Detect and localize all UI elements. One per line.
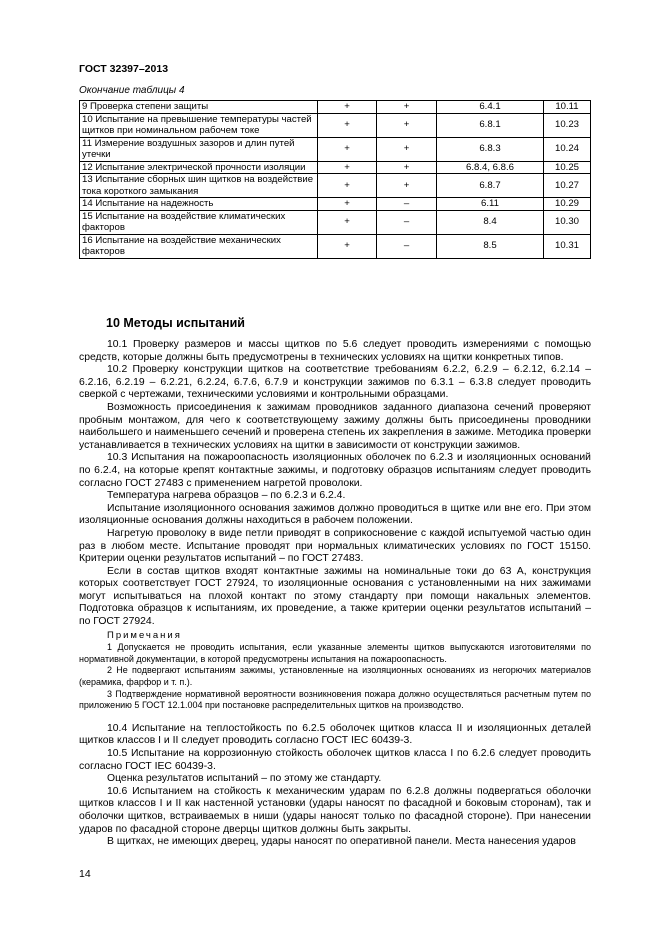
paragraph: Оценка результатов испытаний – по этому же стандарту. xyxy=(107,773,382,785)
table-row xyxy=(80,198,591,211)
check-type-b-cell: – xyxy=(377,234,437,258)
requirement-clause-cell: 6.4.1 xyxy=(437,101,544,114)
paragraph: 10.3 Испытания на пожароопасность изоляционных оболочек по 6.2.3 и изоляционных оснований по 6.2.4, на которые крепят контактные зажимы, и подготовку образцов испытаниям следует проводить согласно ГОСТ 27483 с применением нагретой проволоки. xyxy=(79,452,591,489)
test-name-cell: 14 Испытание на надежность xyxy=(80,198,318,211)
paragraph: Возможность присоединения к зажимам проводников заданного диапазона сечений проверяют пробным монтажом, для чего к соответствующему зажиму должны быть присоединены проводники наибольшего и наименьшего сечений и проверена степень их закрепления в зажиме. Методика проверки устанавливается в технических условиях на щитки в зависимости от конструкции зажимов. xyxy=(79,401,591,451)
check-type-b-cell: + xyxy=(377,113,437,137)
paragraph: Температура нагрева образцов – по 6.2.3 и 6.2.4. xyxy=(107,490,346,502)
method-clause-cell: 10.25 xyxy=(544,161,591,174)
requirement-clause-cell: 6.8.3 xyxy=(437,137,544,161)
paragraph: 10.4 Испытание на теплостойкость по 6.2.5 оболочек щитков класса II и изоляционных деталей щитков классов I и II следует проводить согласно ГОСТ IEC 60439-3. xyxy=(79,722,591,747)
method-clause-cell: 10.23 xyxy=(544,113,591,137)
paragraph: Нагретую проволоку в виде петли приводят в соприкосновение с каждой испытуемой частью один раз в любом месте. Испытание проводят при нормальных климатических условиях по ГОСТ 15150. Критерии оценки результатов испытаний – по ГОСТ 27483. xyxy=(79,527,591,565)
check-type-b-cell: + xyxy=(377,174,437,198)
note: 1 Допускается не проводить испытания, если указанные элементы щитков выпускаются изготовителями по нормативной документации, в которой предусмотрены испытания на пожароопасность. xyxy=(79,642,591,664)
check-type-a-cell: + xyxy=(318,174,377,198)
check-type-b-cell: + xyxy=(377,101,437,114)
note: 3 Подтверждение нормативной вероятности возникновения пожара должно осуществляться расчетным путем по приложению 5 ГОСТ 12.1.004 при постановке распределительных щитков на производство. xyxy=(79,688,591,711)
method-clause-cell: 10.31 xyxy=(544,234,591,258)
check-type-a-cell: + xyxy=(318,210,377,234)
test-name-cell: 15 Испытание на воздействие климатических факторов xyxy=(80,210,318,234)
paragraph: 10.5 Испытание на коррозионную стойкость оболочек щитков класса I по 6.2.6 следует проводить согласно ГОСТ IEC 60439-3. xyxy=(79,748,591,772)
check-type-a-cell: + xyxy=(318,113,377,137)
check-type-a-cell: + xyxy=(318,137,377,161)
table-row xyxy=(80,174,591,198)
test-name-cell: 9 Проверка степени защиты xyxy=(80,101,318,114)
test-name-cell: 16 Испытание на воздействие механических факторов xyxy=(80,234,318,258)
requirement-clause-cell: 6.8.1 xyxy=(437,113,544,137)
paragraph: 10.2 Проверку конструкции щитков на соответствие требованиям 6.2.2, 6.2.9 – 6.2.12, 6.2.14 – 6.2.16, 6.2.19 – 6.2.21, 6.2.24, 6.7.6, 6.7.9 и конструкции зажимов по 6.3.1 – 6.3.8 следует проводить сверкой с чертежами, техническими условиями и контрольными образцами. xyxy=(79,364,591,401)
table-row xyxy=(80,137,591,161)
method-clause-cell: 10.27 xyxy=(544,174,591,198)
table-row xyxy=(80,101,591,114)
method-clause-cell: 10.11 xyxy=(544,101,591,114)
test-name-cell: 10 Испытание на превышение температуры частей щитков при номинальном рабочем токе xyxy=(80,113,318,137)
requirement-clause-cell: 6.8.7 xyxy=(437,174,544,198)
page-number: 14 xyxy=(79,868,91,880)
notes-title: Примечания xyxy=(107,629,182,641)
requirement-clause-cell: 6.8.4, 6.8.6 xyxy=(437,161,544,174)
paragraph: В щитках, не имеющих дверец, удары наносят по оперативной панели. Места нанесения ударов xyxy=(107,836,576,848)
test-name-cell: 13 Испытание сборных шин щитков на воздействие тока короткого замыкания xyxy=(80,174,318,198)
check-type-a-cell: + xyxy=(318,234,377,258)
check-type-b-cell: + xyxy=(377,161,437,174)
table-row xyxy=(80,113,591,137)
check-type-a-cell: + xyxy=(318,198,377,211)
check-type-b-cell: + xyxy=(377,137,437,161)
method-clause-cell: 10.24 xyxy=(544,137,591,161)
method-clause-cell: 10.29 xyxy=(544,198,591,211)
table-row xyxy=(80,210,591,234)
note: 2 Не подвергают испытаниям зажимы, установленные на изоляционных основаниях из негорючих материалов (керамика, фарфор и т. п.). xyxy=(79,665,591,688)
paragraph: Испытание изоляционного основания зажимов должно проводиться в щитке или вне его. При этом изоляционные основания должны находиться в рабочем положении. xyxy=(79,502,591,527)
paragraph: 10.6 Испытанием на стойкость к механическим ударам по 6.2.8 должны подвергаться оболочки щитков классов I и II как настенной установки (удары наносят по фасадной и боковым сторонам), так и оболочки щитков, встраиваемых в ниши (удары наносят только по фасадной стороне). При нанесении ударов по фасадной стороне дверцы щитков должны быть закрыты. xyxy=(79,785,591,835)
check-type-a-cell: + xyxy=(318,161,377,174)
table-row xyxy=(80,234,591,258)
table-row xyxy=(80,161,591,174)
requirement-clause-cell: 8.4 xyxy=(437,210,544,234)
method-clause-cell: 10.30 xyxy=(544,210,591,234)
requirement-clause-cell: 8.5 xyxy=(437,234,544,258)
test-name-cell: 11 Измерение воздушных зазоров и длин путей утечки xyxy=(80,137,318,161)
paragraph: Если в состав щитков входят контактные зажимы на номинальные токи до 63 А, конструкция которых соответствует ГОСТ 27924, то изоляционные основания с установленными на них зажимами могут испытываться на плохой контакт по этому стандарту при помощи накальных элементов. Подготовка образцов к испытаниям, их проведение, а также критерии оценки результатов испытаний – по ГОСТ 27924. xyxy=(79,565,591,628)
check-type-a-cell: + xyxy=(318,101,377,114)
requirement-clause-cell: 6.11 xyxy=(437,198,544,211)
table-4 xyxy=(79,100,591,259)
check-type-b-cell: – xyxy=(377,210,437,234)
paragraph: 10.1 Проверку размеров и массы щитков по 5.6 следует проводить измерениями с помощью средств, которые должны быть предусмотрены в технических условиях на щитки конкретных типов. xyxy=(79,339,591,363)
test-name-cell: 12 Испытание электрической прочности изоляции xyxy=(80,161,318,174)
section-body xyxy=(79,339,591,849)
check-type-b-cell: – xyxy=(377,198,437,211)
section-title: 10 Методы испытаний xyxy=(106,316,245,330)
table-caption: Окончание таблицы 4 xyxy=(79,85,185,96)
document-header: ГОСТ 32397–2013 xyxy=(79,63,169,75)
